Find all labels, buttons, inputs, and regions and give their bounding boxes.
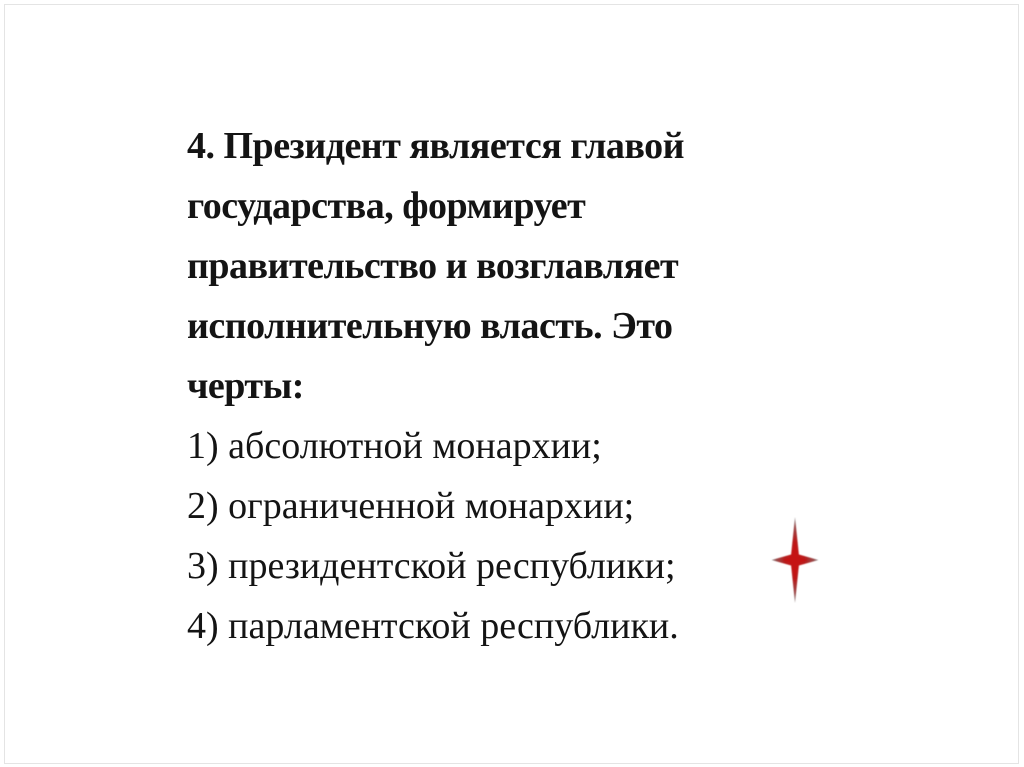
answer-option-1: 1) абсолютной монархии; — [187, 425, 602, 467]
question-block — [187, 116, 827, 656]
answer-option-3: 3) президентской республики; — [187, 545, 676, 587]
four-point-star-icon — [771, 517, 819, 603]
question-line-4: исполнительную власть. Это — [187, 305, 673, 347]
answer-option-2: 2) ограниченной монархии; — [187, 485, 635, 527]
question-line-3: правительство и возглавляет — [187, 245, 679, 287]
question-line-2: государства, формирует — [187, 185, 586, 227]
answer-option-4: 4) парламентской республики. — [187, 605, 679, 647]
question-line-1: 4. Президент является главой — [187, 125, 685, 167]
question-line-5: черты: — [187, 365, 304, 407]
